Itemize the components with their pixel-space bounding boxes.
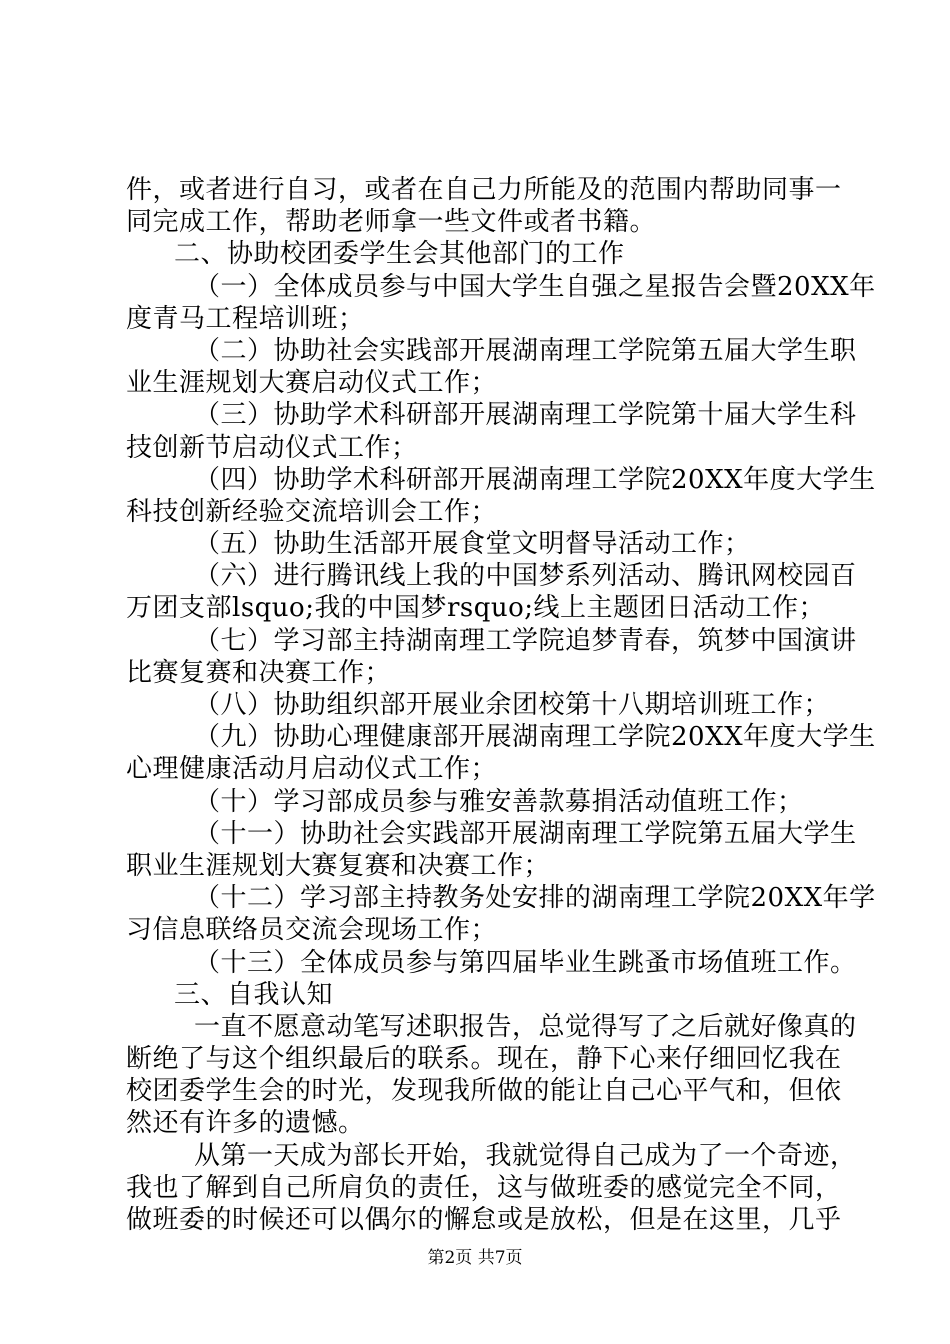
list-item: （五）协助生活部开展食堂文明督导活动工作； (194, 529, 751, 560)
body-line: 习信息联络员交流会现场工作； (126, 915, 498, 946)
body-line: 度青马工程培训班； (126, 303, 365, 334)
body-line: 比赛复赛和决赛工作； (126, 657, 392, 688)
body-line: 业生涯规划大赛启动仪式工作； (126, 368, 498, 399)
list-item: （一）全体成员参与中国大学生自强之星报告会暨20XX年 (194, 271, 876, 302)
body-line: 然还有许多的遗憾。 (126, 1108, 365, 1139)
body-line: 做班委的时候还可以偶尔的懈怠或是放松，但是在这里，几乎 (126, 1205, 842, 1235)
list-item: （九）协助心理健康部开展湖南理工学院20XX年度大学生 (194, 722, 876, 753)
page-footer: 第2页 共7页 (427, 1248, 523, 1268)
list-item: （十二）学习部主持教务处安排的湖南理工学院20XX年学 (194, 883, 876, 914)
body-line: 校团委学生会的时光，发现我所做的能让自己心平气和，但依 (126, 1076, 842, 1107)
body-line: 技创新节启动仪式工作； (126, 432, 418, 463)
body-line: 件，或者进行自习，或者在自己力所能及的范围内帮助同事一 (126, 175, 842, 205)
list-item: （四）协助学术科研部开展湖南理工学院20XX年度大学生 (194, 464, 876, 495)
body-line: 断绝了与这个组织最后的联系。现在，静下心来仔细回忆我在 (126, 1044, 842, 1075)
section-heading: 二、协助校团委学生会其他部门的工作 (174, 239, 625, 270)
section-heading: 三、自我认知 (174, 979, 334, 1010)
list-item: （十）学习部成员参与雅安善款募捐活动值班工作； (194, 786, 804, 817)
body-line: 科技创新经验交流培训会工作； (126, 496, 498, 527)
document-body (126, 174, 876, 1236)
body-line: 同完成工作，帮助老师拿一些文件或者书籍。 (126, 207, 657, 238)
list-item: （七）学习部主持湖南理工学院追梦青春，筑梦中国演讲 (194, 625, 857, 656)
list-item: （六）进行腾讯线上我的中国梦系列活动、腾讯网校园百 (194, 561, 857, 592)
body-line: 职业生涯规划大赛复赛和决赛工作； (126, 850, 551, 881)
body-line: 万团支部lsquo;我的中国梦rsquo;线上主题团日活动工作； (126, 593, 826, 624)
list-item: （十一）协助社会实践部开展湖南理工学院第五届大学生 (194, 818, 857, 849)
list-item: （十三）全体成员参与第四届毕业生跳蚤市场值班工作。 (194, 947, 857, 978)
paragraph-start: 从第一天成为部长开始，我就觉得自己成为了一个奇迹， (194, 1140, 857, 1171)
body-line: 心理健康活动月启动仪式工作； (126, 754, 498, 785)
paragraph-start: 一直不愿意动笔写述职报告，总觉得写了之后就好像真的 (194, 1011, 857, 1042)
body-line: 我也了解到自己所肩负的责任，这与做班委的感觉完全不同， (126, 1172, 842, 1203)
list-item: （二）协助社会实践部开展湖南理工学院第五届大学生职 (194, 335, 857, 366)
list-item: （三）协助学术科研部开展湖南理工学院第十届大学生科 (194, 400, 857, 431)
list-item: （八）协助组织部开展业余团校第十八期培训班工作； (194, 690, 831, 720)
